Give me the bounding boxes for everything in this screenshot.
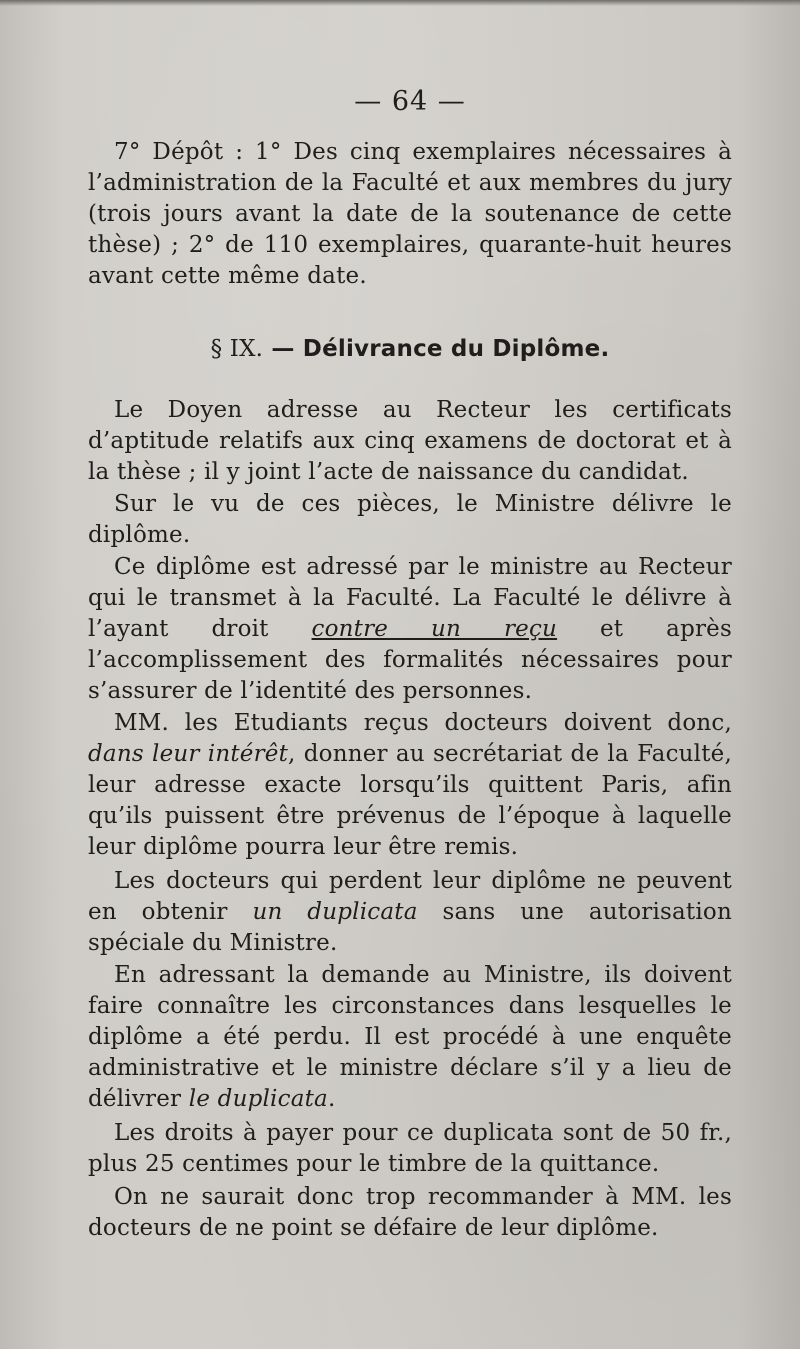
- paragraph-text: Sur le vu de ces pièces, le Ministre délivre le diplôme.: [88, 491, 732, 548]
- paragraph-text: 7° Dépôt : 1° Des cinq exemplaires nécessaires à l’administration de la Faculté et aux membres du jury (trois jours avant la date de la soutenance de cette thèse) ; 2° de 110 exemplaires, quarante-huit heures avant cette même date.: [88, 139, 732, 289]
- page-number: — 64 —: [354, 86, 466, 117]
- paragraph-text: sans une autorisation spéciale du Ministre.: [88, 899, 732, 956]
- paragraph-text: On ne saurait donc trop recommander à MM. les docteurs de ne point se défaire de leur diplôme.: [88, 1184, 732, 1241]
- paragraph-text: Ce diplôme est adressé par le ministre au Recteur qui le transmet à la Faculté. La Faculté le délivre à l’ayant droit: [88, 554, 732, 642]
- emphasis-dans-leur-interet: dans leur intérêt: [88, 741, 289, 767]
- paragraph-text: Le Doyen adresse au Recteur les certificats d’aptitude relatifs aux cinq examens de doctorat et à la thèse ; il y joint l’acte de naissance du candidat.: [88, 397, 732, 485]
- section-title: — Délivrance du Diplôme.: [271, 336, 610, 362]
- paragraph-text: Les droits à payer pour ce duplicata sont de 50 fr., plus 25 centimes pour le timbre de la quittance.: [88, 1120, 732, 1177]
- paragraph-text: .: [327, 1086, 336, 1112]
- paragraph-recommandation: [88, 1182, 732, 1244]
- section-symbol: § IX.: [210, 336, 264, 362]
- paragraph-text: En adressant la demande au Ministre, ils doivent faire connaître les circonstances dans lesquelles le diplôme a été perdu. Il est procédé à une enquête administrative et le ministre déclare s’il y a lieu de délivrer: [88, 962, 732, 1112]
- paragraph-text: Les docteurs qui perdent leur diplôme ne peuvent en obtenir: [88, 868, 732, 925]
- emphasis-contre-un-recu: contre un reçu: [311, 616, 558, 642]
- paragraph-docteurs-perte: [88, 866, 732, 959]
- emphasis-le-duplicata: le duplicata: [188, 1086, 328, 1112]
- section-heading: [88, 336, 732, 362]
- emphasis-un-duplicata: un duplicata: [252, 899, 418, 925]
- paragraph-diplome-adresse: [88, 552, 732, 707]
- page-top-edge: [0, 0, 800, 6]
- paragraph-depot: [88, 137, 732, 292]
- paragraph-etudiants: [88, 708, 732, 863]
- paragraph-demande: [88, 960, 732, 1115]
- paragraph-text: , donner au secrétariat de la Faculté, leur adresse exacte lorsqu’ils quittent Paris, afin qu’ils puissent être prévenus de l’époque à laquelle leur diplôme pourra leur être remis.: [88, 741, 732, 860]
- paragraph-text: MM. les Etudiants reçus docteurs doivent donc,: [114, 710, 732, 736]
- paragraph-droits: [88, 1118, 732, 1180]
- paragraph-text: et après l’accomplissement des formalités nécessaires pour s’assurer de l’identité des personnes.: [88, 616, 732, 704]
- paragraph-ministre: [88, 489, 732, 551]
- paragraph-doyen: [88, 395, 732, 488]
